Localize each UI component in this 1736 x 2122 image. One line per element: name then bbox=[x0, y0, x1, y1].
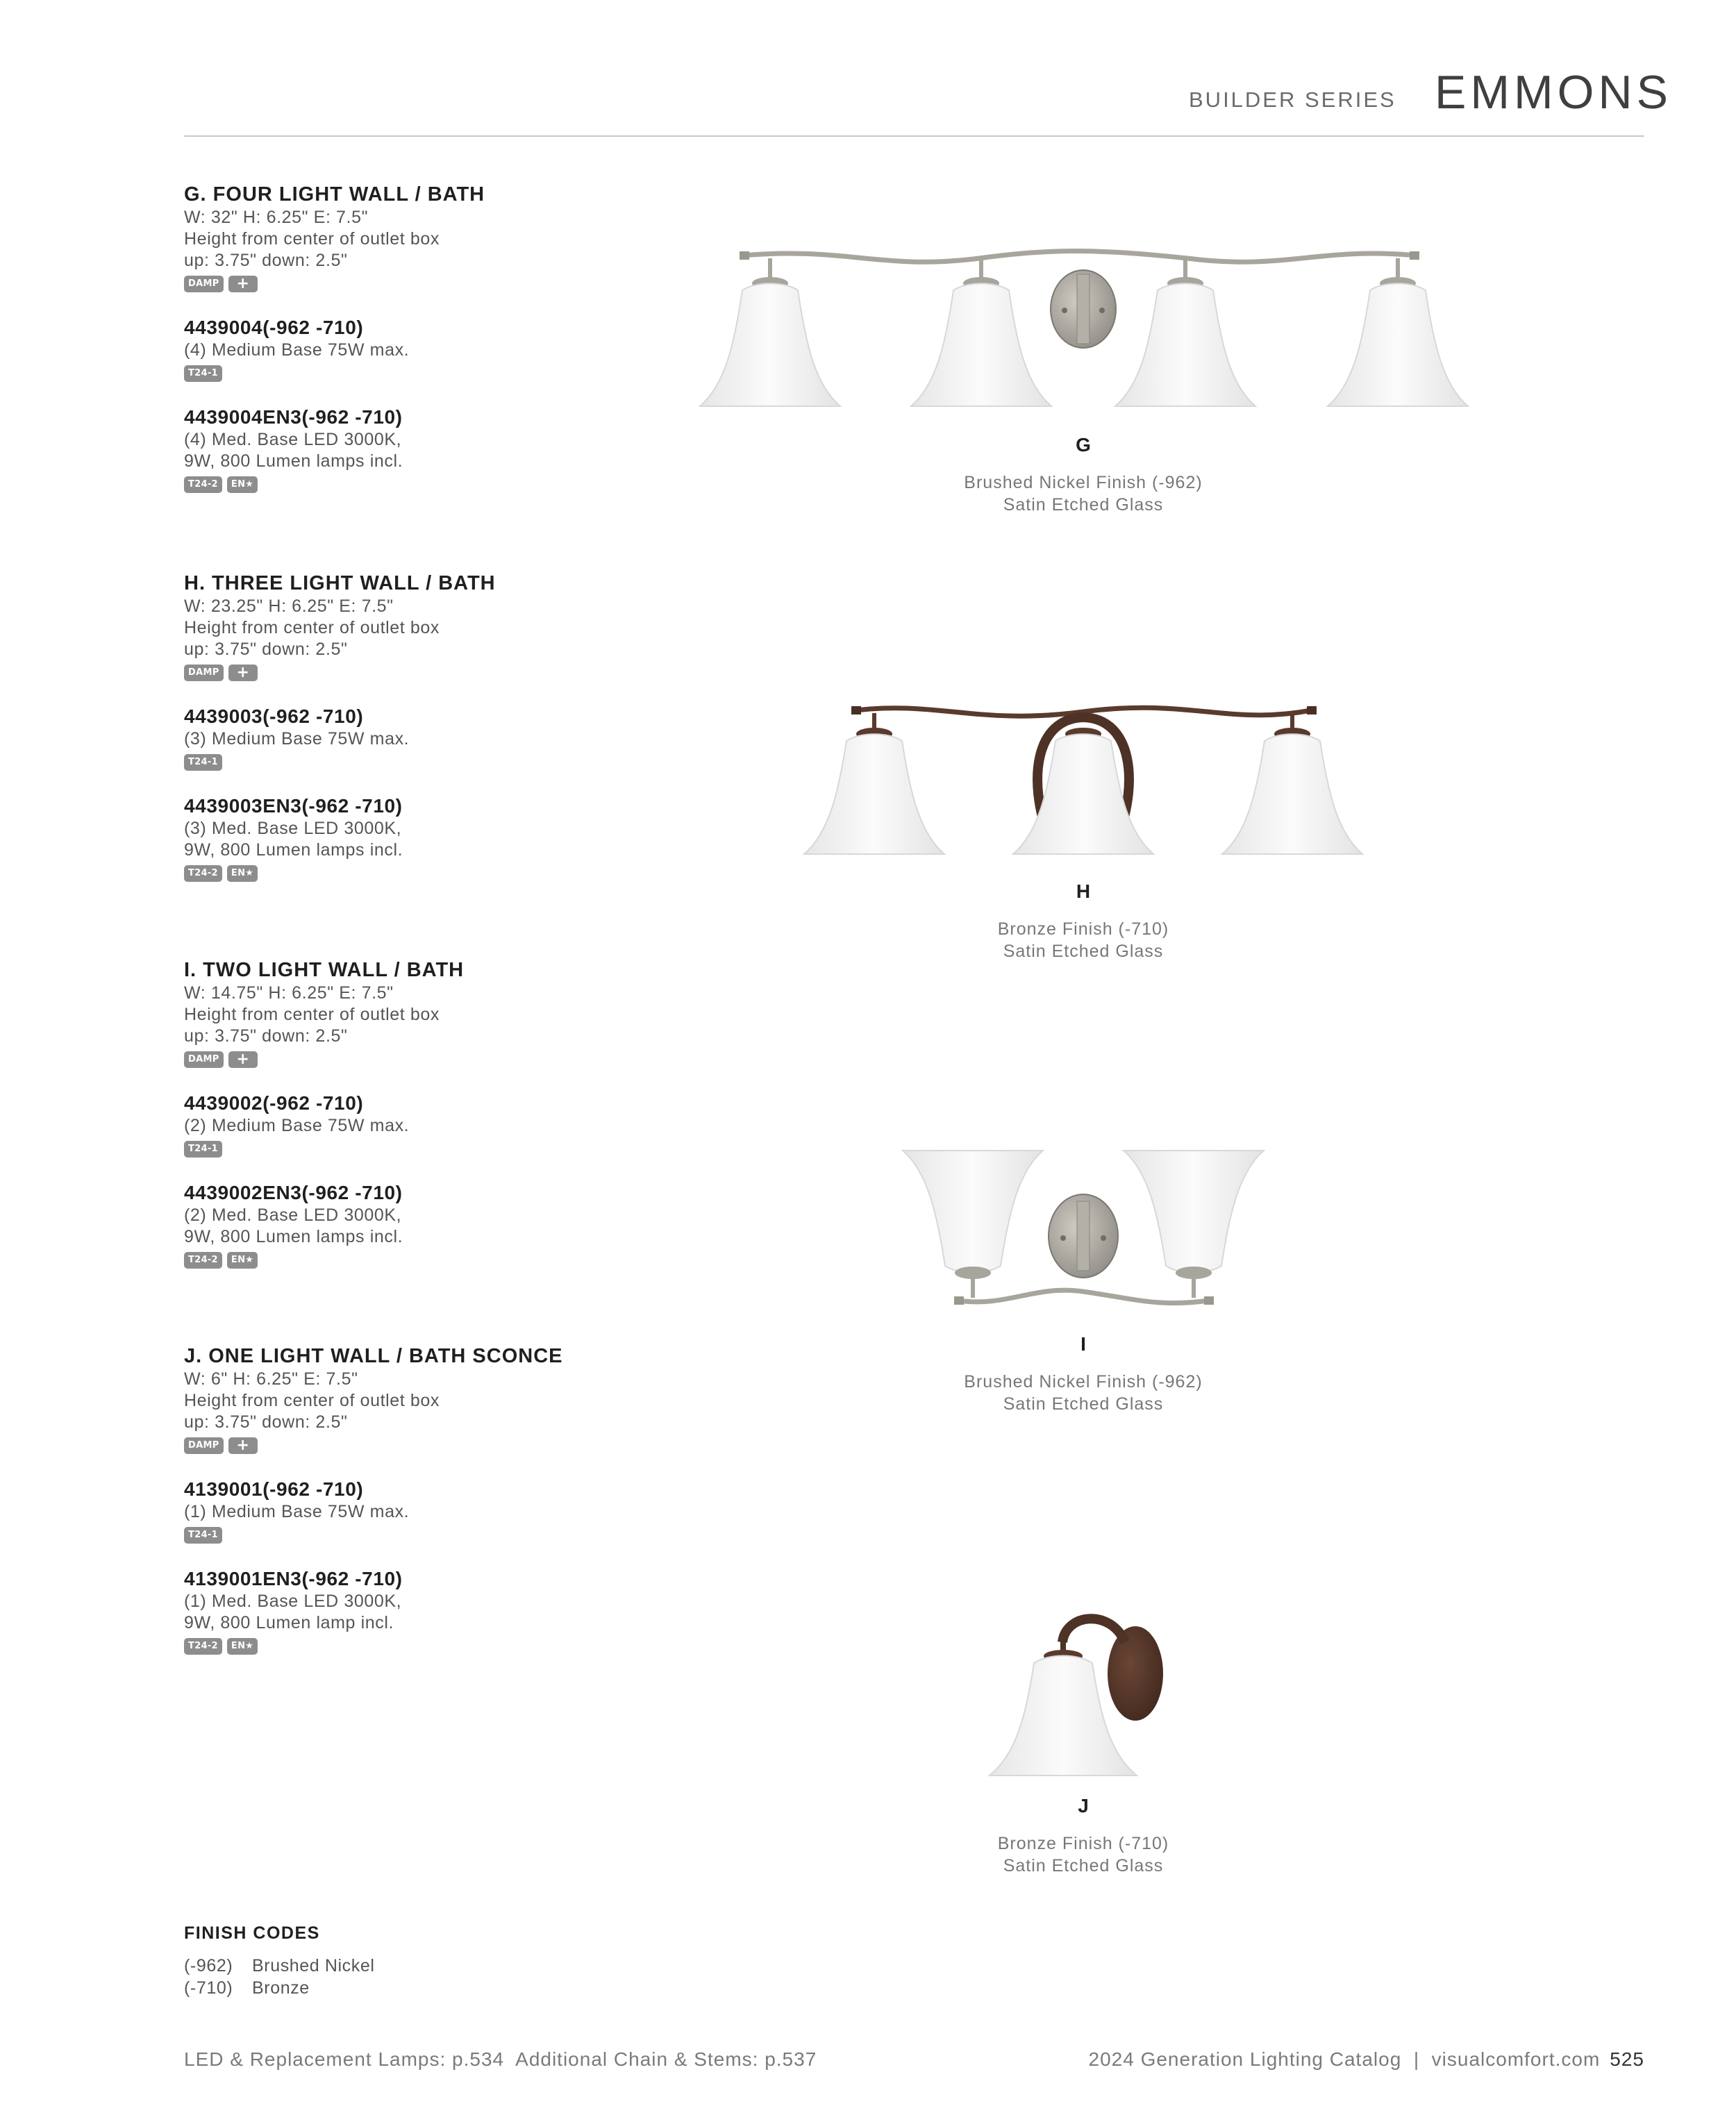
outlet-note: Height from center of outlet box bbox=[184, 1005, 440, 1024]
t24-badge: T24-2 bbox=[184, 1252, 222, 1269]
fixture-letter: I bbox=[1080, 1333, 1086, 1355]
model-number-led: 4439004EN3(-962 -710) bbox=[184, 406, 403, 428]
damp-badge: DAMP bbox=[184, 1437, 224, 1454]
dimensions: W: 6" H: 6.25" E: 7.5" bbox=[184, 1369, 358, 1389]
finish-code-row bbox=[184, 1977, 375, 1999]
damp-badge: DAMP bbox=[184, 1051, 224, 1068]
finish-label: Brushed Nickel Finish (-962) bbox=[964, 1372, 1203, 1392]
series-label: BUILDER SERIES bbox=[1189, 87, 1396, 112]
model-led-desc: (2) Med. Base LED 3000K, bbox=[184, 1205, 402, 1225]
model-number-led: 4439002EN3(-962 -710) bbox=[184, 1182, 403, 1203]
t24-badge: T24-2 bbox=[184, 476, 222, 493]
energy-star-badge: EN★ bbox=[227, 1252, 258, 1269]
page-number: 525 bbox=[1610, 2048, 1644, 2070]
caption-h bbox=[840, 880, 1326, 962]
model-led-desc: 9W, 800 Lumen lamps incl. bbox=[184, 840, 403, 860]
finish-code-row bbox=[184, 1955, 375, 1977]
catalog-name: 2024 Generation Lighting Catalog | visualcomfort.com bbox=[1088, 2048, 1601, 2070]
fixture-image-h bbox=[799, 698, 1368, 861]
finish-label: Bronze Finish (-710) bbox=[997, 1834, 1169, 1853]
finish-code: (-710) bbox=[184, 1978, 233, 1998]
finish-codes bbox=[184, 1923, 375, 1999]
glass-label: Satin Etched Glass bbox=[1003, 1856, 1164, 1875]
spec-block-h bbox=[184, 571, 726, 882]
glass-shade bbox=[1115, 258, 1255, 406]
collection-title: EMMONS bbox=[1435, 66, 1672, 119]
model-desc: (1) Medium Base 75W max. bbox=[184, 1502, 410, 1521]
outlet-values: up: 3.75" down: 2.5" bbox=[184, 1026, 348, 1046]
model-led-desc: (4) Med. Base LED 3000K, bbox=[184, 430, 402, 449]
model-number: 4439003(-962 -710) bbox=[184, 705, 364, 727]
glass-label: Satin Etched Glass bbox=[1003, 1394, 1164, 1414]
fixture-image-g bbox=[687, 243, 1479, 413]
outlet-values: up: 3.75" down: 2.5" bbox=[184, 640, 348, 659]
model-number: 4439004(-962 -710) bbox=[184, 317, 364, 338]
glass-shade bbox=[1222, 713, 1362, 854]
t24-badge: T24-2 bbox=[184, 865, 222, 882]
glass-label: Satin Etched Glass bbox=[1003, 495, 1164, 515]
energy-star-badge: EN★ bbox=[227, 1638, 258, 1655]
damp-badge: DAMP bbox=[184, 276, 224, 292]
footer-catalog bbox=[1089, 2048, 1644, 2071]
outlet-note: Height from center of outlet box bbox=[184, 618, 440, 637]
outlet-note: Height from center of outlet box bbox=[184, 229, 440, 249]
model-desc: (4) Medium Base 75W max. bbox=[184, 340, 410, 360]
fixture-image-i bbox=[896, 1142, 1271, 1312]
model-number: 4439002(-962 -710) bbox=[184, 1092, 364, 1114]
footer-lamp-references: LED & Replacement Lamps: p.534 Additional Chain & Stems: p.537 bbox=[184, 2048, 817, 2070]
dimensions: W: 32" H: 6.25" E: 7.5" bbox=[184, 208, 369, 227]
model-number: 4139001(-962 -710) bbox=[184, 1478, 364, 1500]
energy-star-badge: EN★ bbox=[227, 476, 258, 493]
dimensions: W: 14.75" H: 6.25" E: 7.5" bbox=[184, 983, 394, 1003]
spec-block-j bbox=[184, 1344, 726, 1655]
model-led-desc: 9W, 800 Lumen lamps incl. bbox=[184, 451, 403, 471]
product-title: J. ONE LIGHT WALL / BATH SCONCE bbox=[184, 1345, 563, 1367]
glass-shade bbox=[903, 1151, 1043, 1298]
finish-name: Brushed Nickel bbox=[252, 1956, 375, 1975]
finish-code: (-962) bbox=[184, 1956, 233, 1975]
model-led-desc: 9W, 800 Lumen lamp incl. bbox=[184, 1613, 394, 1632]
product-title: G. FOUR LIGHT WALL / BATH bbox=[184, 183, 485, 206]
caption-g bbox=[840, 434, 1326, 516]
glass-label: Satin Etched Glass bbox=[1003, 942, 1164, 961]
plus-badge: + bbox=[228, 276, 258, 292]
energy-star-badge: EN★ bbox=[227, 865, 258, 882]
dimensions: W: 23.25" H: 6.25" E: 7.5" bbox=[184, 596, 394, 616]
caption-j bbox=[840, 1795, 1326, 1877]
outlet-values: up: 3.75" down: 2.5" bbox=[184, 251, 348, 270]
product-title: I. TWO LIGHT WALL / BATH bbox=[184, 959, 465, 981]
spec-block-g bbox=[184, 182, 726, 493]
outlet-note: Height from center of outlet box bbox=[184, 1391, 440, 1410]
fixture-letter: H bbox=[1076, 880, 1091, 902]
header-divider bbox=[184, 135, 1644, 137]
plus-badge: + bbox=[228, 1437, 258, 1454]
t24-badge: T24-1 bbox=[184, 1141, 222, 1158]
model-led-desc: (1) Med. Base LED 3000K, bbox=[184, 1591, 402, 1611]
t24-badge: T24-2 bbox=[184, 1638, 222, 1655]
plus-badge: + bbox=[228, 1051, 258, 1068]
t24-badge: T24-1 bbox=[184, 1527, 222, 1544]
glass-shade bbox=[804, 713, 944, 854]
model-number-led: 4439003EN3(-962 -710) bbox=[184, 795, 403, 817]
product-title: H. THREE LIGHT WALL / BATH bbox=[184, 572, 496, 594]
outlet-values: up: 3.75" down: 2.5" bbox=[184, 1412, 348, 1432]
caption-i bbox=[840, 1333, 1326, 1415]
plus-badge: + bbox=[228, 665, 258, 681]
model-led-desc: (3) Med. Base LED 3000K, bbox=[184, 819, 402, 838]
fixture-letter: G bbox=[1076, 434, 1091, 456]
finish-codes-heading: FINISH CODES bbox=[184, 1923, 320, 1943]
model-led-desc: 9W, 800 Lumen lamps incl. bbox=[184, 1227, 403, 1246]
glass-shade bbox=[1328, 258, 1468, 406]
model-desc: (3) Medium Base 75W max. bbox=[184, 729, 410, 749]
model-desc: (2) Medium Base 75W max. bbox=[184, 1116, 410, 1135]
finish-label: Bronze Finish (-710) bbox=[997, 919, 1169, 939]
spec-block-i bbox=[184, 958, 726, 1269]
damp-badge: DAMP bbox=[184, 665, 224, 681]
t24-badge: T24-1 bbox=[184, 365, 222, 382]
glass-shade bbox=[911, 258, 1051, 406]
model-number-led: 4139001EN3(-962 -710) bbox=[184, 1568, 403, 1589]
fixture-image-j bbox=[969, 1601, 1191, 1778]
glass-shade bbox=[1124, 1151, 1264, 1298]
finish-label: Brushed Nickel Finish (-962) bbox=[964, 473, 1203, 492]
finish-name: Bronze bbox=[252, 1978, 310, 1998]
t24-badge: T24-1 bbox=[184, 754, 222, 771]
fixture-letter: J bbox=[1078, 1795, 1089, 1816]
glass-shade bbox=[700, 258, 840, 406]
